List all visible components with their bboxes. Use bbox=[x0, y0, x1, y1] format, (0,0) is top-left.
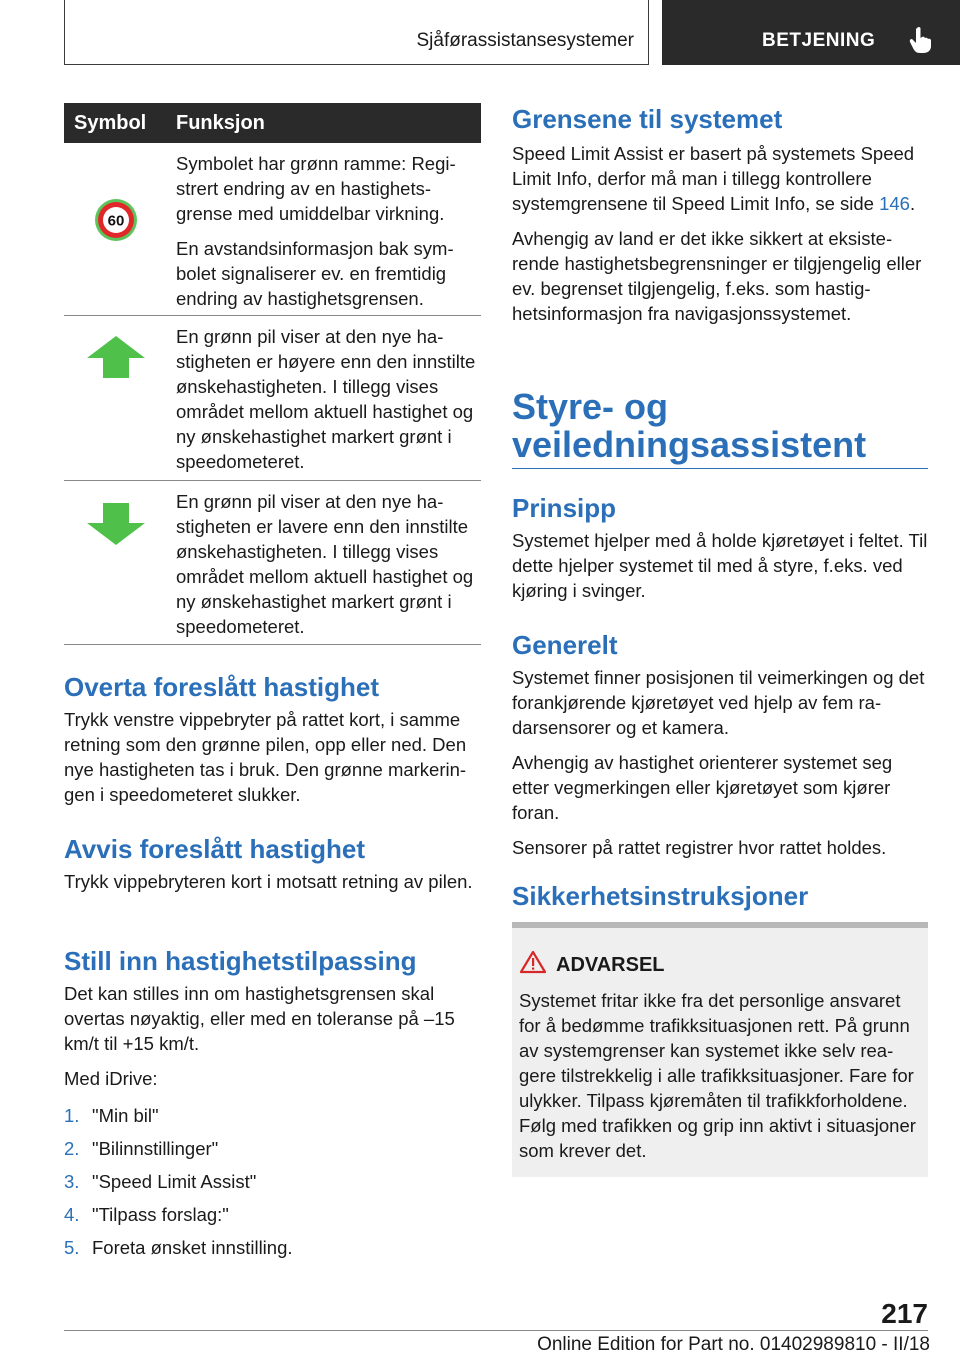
paragraph: Sensorer på rattet registrer hvor rattet holdes. bbox=[512, 837, 887, 858]
heading-sikkerhet: Sikkerhetsinstruksjoner bbox=[512, 881, 809, 911]
list-item: 4. "Tilpass forslag:" bbox=[64, 1204, 229, 1225]
heading-prinsipp: Prinsipp bbox=[512, 493, 617, 523]
list-item: 2. "Bilinnstillinger" bbox=[64, 1138, 219, 1159]
heading-overta: Overta foreslått hastighet bbox=[64, 672, 379, 702]
warning-title: ADVARSEL bbox=[556, 954, 665, 976]
footer-divider bbox=[64, 1330, 928, 1331]
list-item: 3. "Speed Limit Assist" bbox=[64, 1171, 257, 1192]
heading-avvis: Avvis foreslått hastighet bbox=[64, 834, 366, 864]
paragraph: Trykk vippebryteren kort i motsatt retning av pilen. bbox=[64, 871, 473, 892]
table-row bbox=[64, 481, 481, 645]
header-section-box bbox=[662, 0, 960, 65]
table-row bbox=[64, 316, 481, 481]
paragraph: Speed Limit Assist er basert på systemets Speed Limit Info, derfor må man i tillegg kontrollere systemgrensene til Speed Limit Info, se side 146. bbox=[512, 143, 916, 214]
page-link[interactable]: 146 bbox=[879, 193, 910, 214]
symbol-table bbox=[64, 103, 481, 645]
heading-styre-line2: veiledningsassistent bbox=[512, 424, 867, 465]
page-number: 217 bbox=[881, 1298, 928, 1329]
section-prinsipp bbox=[512, 492, 928, 603]
list-item: 1. "Min bil" bbox=[64, 1105, 159, 1126]
paragraph: Avhengig av land er det ikke sikkert at eksisterende hastighetsbegrensninger er tilgjengelig eller ev. begrenset tilgjengelig, f.eks. som hastighetsinformasjon fra navigasjonssystemet. bbox=[512, 228, 922, 324]
speed-sign-60-icon bbox=[94, 198, 138, 242]
section-avvis bbox=[64, 833, 481, 894]
footer-edition: Online Edition for Part no. 01402989810 - II/18 bbox=[537, 1334, 930, 1355]
paragraph: Det kan stilles inn om hastighetsgrensen skal overtas nøyaktig, eller med en toleranse på –15 km/t til +15 km/t. bbox=[64, 983, 455, 1054]
header-chapter-box bbox=[64, 0, 649, 65]
heading-still-inn: Still inn hastighetstilpassing bbox=[64, 946, 417, 976]
header-chapter-title: Sjåførassistansesystemer bbox=[416, 30, 634, 51]
section-generelt bbox=[512, 629, 928, 860]
heading-divider bbox=[512, 468, 928, 469]
heading-generelt: Generelt bbox=[512, 630, 618, 660]
warning-box bbox=[512, 922, 928, 1177]
steps-list bbox=[64, 1103, 481, 1260]
row-description: Symbolet har grønn ramme: Registrert endring av en hastighetsgrense med umiddelbar virkning. En avstandsinformasjon bak symbolet signaliserer ev. en fremtidig endring av hastighetsgrensen. bbox=[176, 153, 456, 309]
paragraph: Avhengig av hastighet orienterer systemet seg etter vegmerkingen eller kjøretøyet som kjører foran. bbox=[512, 752, 893, 823]
row-description: En grønn pil viser at den nye hastigheten er høyere enn den innstilte ønskehastigheten. I tillegg vises området mellom aktuell hastighet og ny ønskehastighet markert grønt i speedometeret. bbox=[176, 326, 476, 472]
header-section-title: BETJENING bbox=[762, 30, 876, 51]
section-sikkerhet bbox=[512, 880, 928, 912]
heading-styre-line1: Styre- og bbox=[512, 386, 669, 427]
paragraph: Systemet finner posisjonen til veimerkingen og det forankjørende kjøretøyet ved hjelp av fem radarsensorer og et kamera. bbox=[512, 667, 925, 738]
col-function-header: Funksjon bbox=[176, 112, 265, 134]
paragraph-idrive: Med iDrive: bbox=[64, 1068, 158, 1089]
table-header bbox=[64, 103, 481, 143]
section-overta bbox=[64, 671, 481, 807]
warning-text: Systemet fritar ikke fra det personlige ansvaret for å bedømme trafikksituasjonen rett. På grunn av systemgrenser kan systemet ikke selv reagere tilstrekkelig i alle trafikksituasjoner. Fare for ulykker. Tilpass kjøremåten til trafikkforholdene. Følg med trafikken og grip inn aktivt i situasjoner som krever det. bbox=[519, 990, 916, 1161]
list-item: 5. Foreta ønsket innstilling. bbox=[64, 1237, 293, 1258]
section-styre bbox=[512, 388, 928, 469]
paragraph: Trykk venstre vippebryter på rattet kort, i samme retning som den grønne pilen, opp eller ned. Den nye hastigheten tas i bruk. Den grønne markeringen i speedometeret slukker. bbox=[64, 709, 467, 805]
pointing-hand-icon bbox=[908, 26, 934, 54]
row-description: En grønn pil viser at den nye hastigheten er lavere enn den innstilte ønskehastigheten. I tillegg vises området mellom aktuell hastighet og ny ønskehastighet markert grønt i speedometeret. bbox=[176, 491, 474, 637]
green-arrow-up-icon bbox=[85, 334, 147, 382]
table-row bbox=[64, 143, 481, 316]
heading-grensene: Grensene til systemet bbox=[512, 104, 783, 134]
speed-sign-value: 60 bbox=[107, 212, 125, 230]
warning-triangle-icon bbox=[520, 950, 546, 974]
paragraph: Systemet hjelper med å holde kjøretøyet i feltet. Til dette hjelper systemet til med å styre, f.eks. ved kjøring i svinger. bbox=[512, 530, 928, 601]
section-still-inn bbox=[64, 945, 481, 1268]
section-grensene bbox=[512, 103, 928, 326]
green-arrow-down-icon bbox=[85, 499, 147, 547]
col-symbol-header: Symbol bbox=[74, 112, 147, 134]
